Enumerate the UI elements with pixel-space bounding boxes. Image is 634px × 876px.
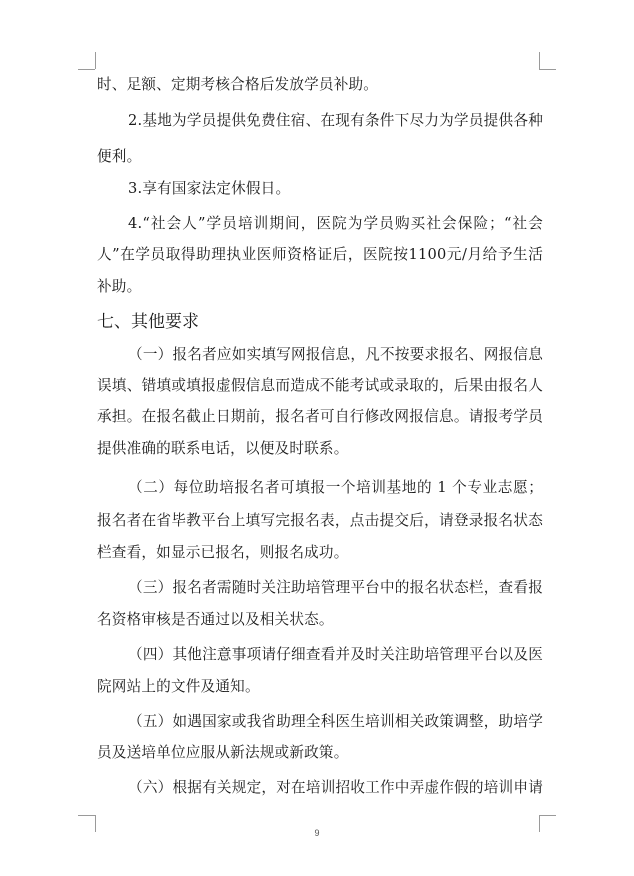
text-line: 承担。在报名截止日期前，报名者可自行修改网报信息。请报考学员 bbox=[97, 408, 543, 425]
text-line: 栏查看，如显示已报名，则报名成功。 bbox=[97, 544, 349, 561]
text-line: 3.享有国家法定休假日。 bbox=[128, 180, 291, 197]
text-line: 时、足额、定期考核合格后发放学员补助。 bbox=[97, 76, 379, 93]
text-line: 4.“社会人”学员培训期间，医院为学员购买社会保险；“社会 bbox=[128, 215, 543, 232]
text-line: 院网站上的文件及通知。 bbox=[97, 678, 260, 695]
text-line: （六）根据有关规定，对在培训招收工作中弄虚作假的培训申请 bbox=[128, 779, 543, 796]
text-line: 报名者在省毕教平台上填写完报名表，点击提交后，请登录报名状态 bbox=[97, 512, 543, 529]
text-line: 员及送培单位应服从新法规或新政策。 bbox=[97, 744, 349, 761]
text-line: （二）每位助培报名者可填报一个培训基地的 1 个专业志愿； bbox=[128, 479, 543, 496]
text-line: 补助。 bbox=[97, 278, 142, 295]
text-line: 便利。 bbox=[97, 148, 142, 165]
text-line: 提供准确的联系电话，以便及时联系。 bbox=[97, 440, 349, 457]
page-number: 9 bbox=[314, 828, 320, 838]
section-heading: 七、其他要求 bbox=[97, 312, 199, 332]
text-line: 名资格审核是否通过以及相关状态。 bbox=[97, 611, 334, 628]
text-line: （三）报名者需随时关注助培管理平台中的报名状态栏，查看报 bbox=[128, 579, 543, 596]
text-line: 2.基地为学员提供免费住宿、在现有条件下尽力为学员提供各种 bbox=[128, 112, 543, 129]
text-line: 人”在学员取得助理执业医师资格证后，医院按1100元/月给予生活 bbox=[97, 246, 543, 263]
text-line: （四）其他注意事项请仔细查看并及时关注助培管理平台以及医 bbox=[128, 646, 543, 663]
text-line: （五）如遇国家或我省助理全科医生培训相关政策调整，助培学 bbox=[128, 713, 543, 730]
text-line: （一）报名者应如实填写网报信息，凡不按要求报名、网报信息 bbox=[128, 346, 543, 363]
text-line: 误填、错填或填报虚假信息而造成不能考试或录取的，后果由报名人 bbox=[97, 377, 543, 394]
